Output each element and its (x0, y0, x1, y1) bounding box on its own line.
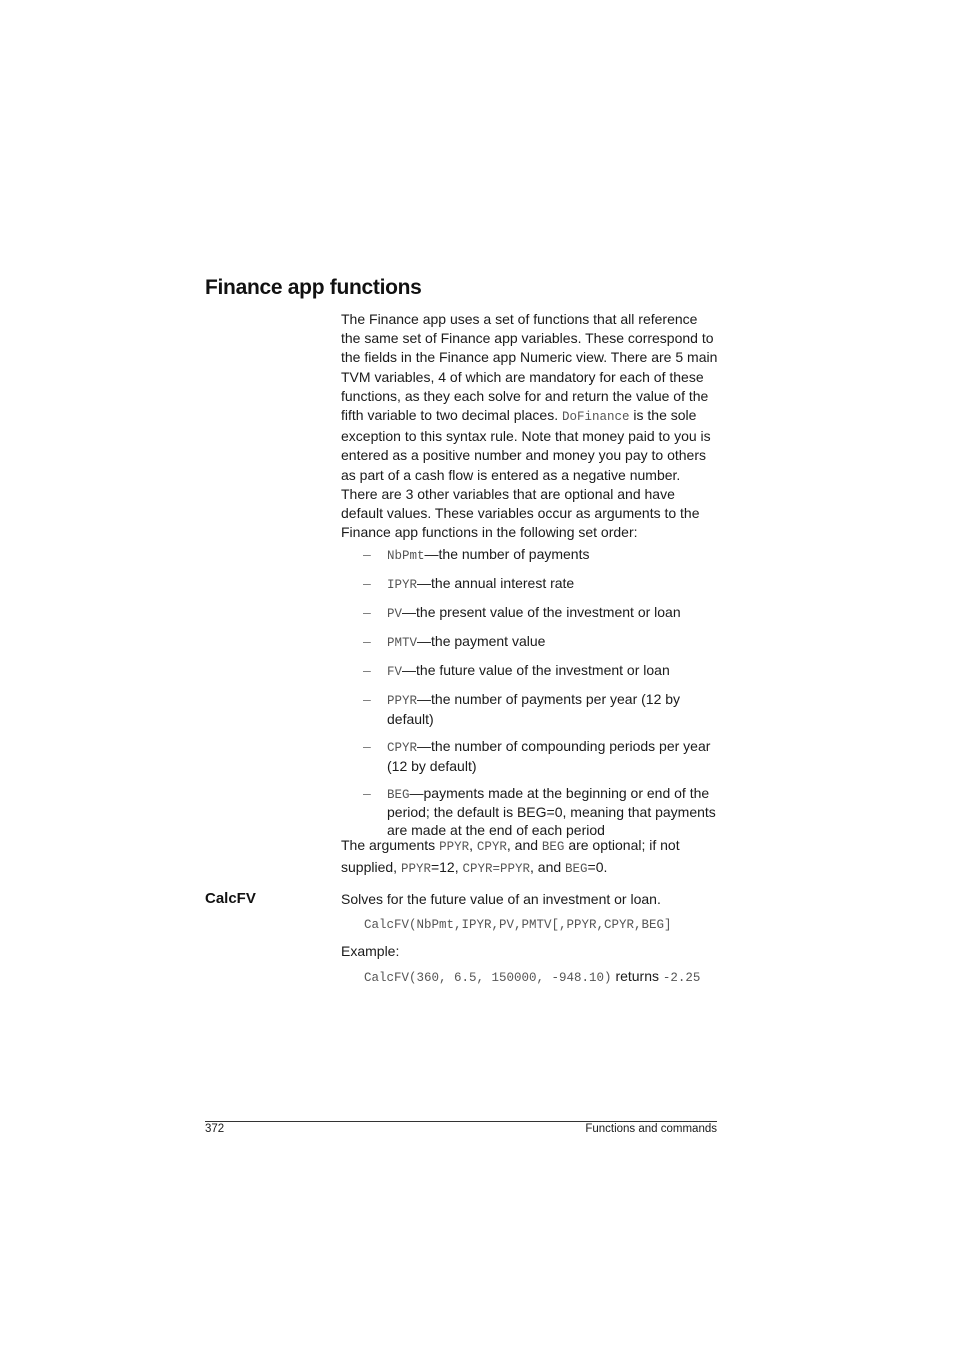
example-label: Example: (341, 943, 400, 959)
variable-description: —the number of compounding periods per year (12 by default) (387, 738, 711, 774)
variable-name: PV (387, 607, 403, 622)
args-code-cpyr: CPYR (476, 840, 507, 854)
calcfv-heading: CalcFV (205, 890, 256, 907)
variable-name: FV (387, 665, 403, 680)
list-dash: – (363, 691, 371, 708)
footer-section-title: Functions and commands (585, 1123, 717, 1135)
variable-description: —the number of payments per year (12 by default) (387, 691, 681, 727)
args-text: , and (530, 859, 562, 875)
example-returns-text: returns (615, 968, 660, 984)
example-code: CalcFV(360, 6.5, 150000, -948.10) (364, 971, 612, 985)
list-dash: – (363, 633, 371, 650)
example-line (364, 968, 700, 985)
args-text: =0. (587, 859, 608, 875)
list-dash: – (363, 784, 371, 801)
intro-paragraph (341, 310, 719, 542)
variable-description: —payments made at the beginning or end of the period; the default is BEG=0, meaning that payments are made at the end of each period (387, 784, 716, 838)
variable-name: PMTV (387, 636, 418, 651)
variable-item-nbpmt (341, 546, 719, 566)
variable-name: NbPmt (387, 549, 425, 563)
variable-item-pv (341, 604, 719, 624)
variable-item-fv (341, 662, 719, 682)
variable-name: CPYR (387, 741, 418, 756)
page-number: 372 (205, 1123, 225, 1135)
intro-code-dofinance: DoFinance (562, 410, 630, 425)
list-dash: – (363, 575, 371, 592)
args-text: =12, (430, 859, 459, 875)
variable-item-beg (341, 785, 719, 840)
args-code-cpyr-ppyr: CPYR=PPYR (462, 862, 530, 876)
args-code-ppyr: PPYR (439, 840, 470, 854)
args-text: are optional; if not supplied, (341, 837, 680, 875)
variable-name: BEG (387, 787, 410, 802)
variable-name: IPYR (387, 578, 418, 593)
args-code-ppyr: PPYR (400, 862, 431, 876)
variable-item-cpyr (341, 738, 719, 775)
variable-name: PPYR (387, 694, 418, 709)
calcfv-syntax: CalcFV(NbPmt,IPYR,PV,PMTV[,PPYR,CPYR,BEG] (364, 918, 672, 932)
intro-text-2: is the sole exception to this syntax rule. Note that money paid to you is entered as a positive number and money you pay to others as part of a cash flow is entered as a negative number. There are 3 other variables that are optional and have default values. These variables occur as arguments to the Finance app functions in the following set order: (341, 407, 711, 541)
variable-item-ppyr (341, 691, 719, 728)
section-title: Finance app functions (205, 276, 422, 299)
variable-item-ipyr (341, 575, 719, 595)
args-text: , and (506, 837, 539, 853)
args-code-beg: BEG (565, 862, 588, 876)
intro-text-1: The Finance app uses a set of functions that all reference the same set of Finance app variables. These correspond to the fields in the Finance app Numeric view. There are 5 main TVM variables, 4 of which are mandatory for each of these functions, as they each solve for and return the value of the fifth variable to two decimal places. (341, 311, 718, 424)
footer-rule (205, 1121, 717, 1122)
args-text: , (469, 837, 473, 853)
args-code-beg: BEG (541, 840, 565, 854)
calcfv-description: Solves for the future value of an investment or loan. (341, 891, 661, 907)
args-text: The arguments (341, 837, 436, 853)
example-result: -2.25 (662, 971, 701, 985)
variable-description: —the annual interest rate (417, 575, 575, 592)
list-dash: – (363, 546, 371, 562)
variable-description: —the present value of the investment or loan (402, 604, 681, 621)
list-dash: – (363, 738, 371, 755)
variable-list (341, 546, 719, 849)
variable-item-pmtv (341, 633, 719, 653)
optional-arguments-paragraph (341, 835, 719, 879)
list-dash: – (363, 604, 371, 621)
variable-description: —the number of payments (424, 546, 590, 562)
list-dash: – (363, 662, 371, 679)
variable-description: —the payment value (417, 633, 546, 650)
variable-description: —the future value of the investment or loan (402, 662, 670, 679)
